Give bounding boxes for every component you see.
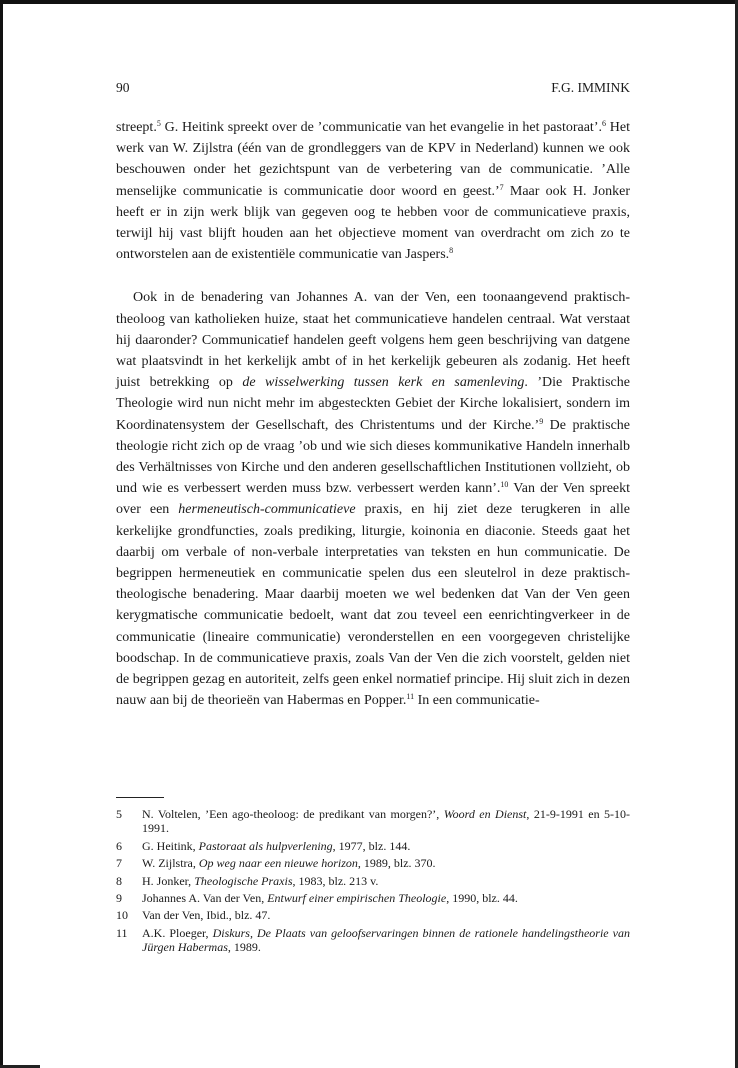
footnote-text (142, 856, 436, 870)
footnote-number: 8 (116, 873, 122, 888)
footnote-text (142, 874, 378, 888)
footnote-ref: 11 (406, 692, 415, 702)
footnote-number: 7 (116, 856, 122, 871)
footnote-text (142, 807, 630, 835)
text-run: De praktische theologie richt zich op de vraag ’ob und wie sich dieses kommunikative Handeln innerhalb des Verhältnisses von Kirche und den anderen gesellschaftlichen Institutionen vollzieht, ob und wie es verbessert werden muss bzw. verbessert werden kann’. (116, 417, 630, 497)
footnote-text (142, 908, 270, 922)
footnote (116, 926, 630, 955)
footnote-ref: 7 (499, 182, 504, 192)
footnote-number: 6 (116, 838, 122, 853)
scan-border-top (0, 0, 738, 4)
text-run: , 1989, blz. 370. (357, 856, 436, 871)
text-run: Maar ook H. Jonker heeft er in zijn werk blijk van gegeven oog te hebben voor de communicatieve praxis, terwijl hij vast blijft houden aan het objectieve moment van overdracht om zich zo te ontworstelen aan de existentiële communicatie van Jaspers. (116, 183, 630, 263)
footnote-ref: 5 (156, 119, 161, 128)
page-number: 90 (116, 80, 130, 95)
text-run: G. Heitink, (142, 838, 199, 853)
text-run: . ’Die Praktische Theologie wird nun nicht mehr im abgesteckten Gebiet der Kirche lokalisiert, sondern im Koordinatensystem der Gesellschaft, des Christentums und der Kirche.’ (116, 375, 630, 433)
footnote-ref: 10 (500, 480, 509, 490)
footnote-ref: 9 (539, 416, 544, 426)
footnote (116, 908, 630, 922)
italic-text: Woord en Dienst (443, 807, 527, 821)
text-run: Het werk van W. Zijlstra (één van de grondleggers van de KPV in Nederland) kunnen we ook beschouwen onder het gezichtspunt van de verbetering van de communicatie. ’Alle menselijke communicatie is communicatie door woord en geest.’ (116, 120, 630, 199)
text-run: Ook in de benadering van Johannes A. van der Ven, een toonaangevend praktisch-theoloog van katholieken huize, staat het communicatieve handelen centraal. Wat verstaat hij daaronder? Communicatief handelen geeft volgens hem geen beschrijving van datgene wat plaatsvindt in het kerkelijk ambt of in het kerkelijk gebeuren als zodanig. Het heeft juist betrekking op (116, 290, 630, 391)
text-run: Johannes A. Van der Ven, (142, 891, 268, 906)
italic-text: Pastoraat als hulpverlening (198, 838, 333, 853)
footnote-text (142, 891, 518, 905)
italic-text: Entwurf einer empirischen Theologie (267, 891, 447, 906)
footnote-number: 10 (116, 908, 128, 923)
paragraph (116, 287, 630, 711)
italic-text: de wisselwerking tussen kerk en samenleving (242, 375, 525, 391)
italic-text: Diskurs, De Plaats van geloofservaringen binnen de rationele handelingstheorie van Jürgen Habermas (142, 925, 630, 955)
footnote-ref: 8 (449, 246, 454, 256)
running-author: F.G. IMMINK (551, 80, 630, 95)
text-run: H. Jonker, (142, 873, 195, 888)
text-run: W. Zijlstra, (142, 856, 199, 871)
footnote-rule (116, 797, 164, 798)
footnote-number: 9 (116, 891, 122, 906)
text-run: G. Heitink spreekt over de ’communicatie van het evangelie in het pastoraat’. (160, 120, 602, 135)
footnote (116, 839, 630, 853)
text-run: , 1989. (227, 940, 261, 955)
text-run: , 1977, blz. 144. (332, 838, 411, 853)
body-text (116, 117, 630, 711)
italic-text: Theologische Praxis (194, 873, 293, 888)
footnotes (116, 807, 630, 958)
text-run: , 1983, blz. 213 v. (292, 873, 379, 888)
footnote-ref: 6 (602, 119, 606, 128)
footnote-number: 5 (116, 807, 122, 821)
text-run: N. Voltelen, ’Een ago-theoloog: de predikant van morgen?’, (142, 807, 444, 821)
footnote (116, 807, 630, 836)
footnote-text (142, 839, 410, 853)
text-run: In een communicatie- (414, 693, 540, 709)
footnote (116, 891, 630, 905)
italic-text: hermeneutisch-communicatieve (178, 502, 356, 518)
footnote (116, 856, 630, 870)
running-header (116, 80, 630, 100)
text-run: , 21-9-1991 en 5-10-1991. (142, 807, 631, 836)
footnote (116, 874, 630, 888)
text-run: A.K. Ploeger, (142, 925, 213, 940)
scan-border-left (0, 0, 3, 1068)
text-run: Van der Ven, Ibid., blz. 47. (142, 908, 271, 923)
text-run: , 1990, blz. 44. (446, 891, 518, 906)
footnote-number: 11 (116, 925, 128, 940)
footnote-text (142, 926, 630, 954)
text-run: streept. (116, 120, 157, 135)
italic-text: Op weg naar een nieuwe horizon (198, 856, 358, 871)
text-run: praxis, en hij ziet deze terugkeren in alle kerkelijke grondfuncties, zoals prediking, liturgie, koinonia en diaconie. Steeds gaat het daarbij om verbale of non-verbale interpretaties van teksten en hun communicatie. De begrippen hermeneutiek en communicatie spelen dus een sleutelrol in deze praktisch-theologische benadering. Maar daarbij moeten we wel bedenken dat Van der Ven geen kerygmatische communicatie bedoelt, want dat zou teveel een eenrichtingverkeer in de communicatie (lineaire communicatie) veronderstellen en een voorgegeven christelijke boodschap. In de communicatieve praxis, zoals Van der Ven die zich voorstelt, gelden niet de begrippen gezag en autoriteit, zelfs geen enkel normatief principe. Hij sluit zich in dezen nauw aan bij de theorieën van Habermas en Popper. (116, 502, 630, 709)
paragraph (116, 117, 630, 265)
text-run: Van der Ven spreekt over een (116, 481, 631, 518)
